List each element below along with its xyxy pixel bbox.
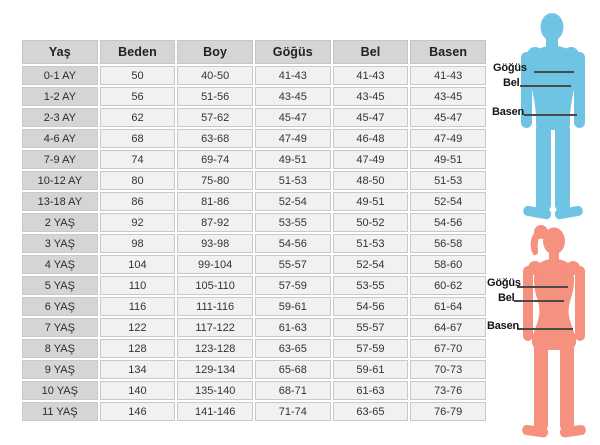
age-cell: 6 YAŞ — [22, 297, 98, 316]
value-cell: 59-61 — [333, 360, 409, 379]
table-row — [22, 150, 486, 169]
table-header — [22, 40, 486, 64]
value-cell: 59-61 — [255, 297, 331, 316]
value-cell: 86 — [100, 192, 176, 211]
value-cell: 48-50 — [333, 171, 409, 190]
table-row — [22, 402, 486, 421]
value-cell: 55-57 — [255, 255, 331, 274]
value-cell: 128 — [100, 339, 176, 358]
table-row — [22, 192, 486, 211]
age-cell: 2 YAŞ — [22, 213, 98, 232]
value-cell: 43-45 — [333, 87, 409, 106]
table-row — [22, 381, 486, 400]
value-cell: 57-59 — [255, 276, 331, 295]
table-row — [22, 297, 486, 316]
value-cell: 54-56 — [410, 213, 486, 232]
value-cell: 116 — [100, 297, 176, 316]
girl-chest-label: Göğüs — [487, 277, 521, 289]
girl-waist-label: Bel — [498, 292, 515, 304]
value-cell: 54-56 — [333, 297, 409, 316]
value-cell: 123-128 — [177, 339, 253, 358]
value-cell: 117-122 — [177, 318, 253, 337]
age-cell: 10 YAŞ — [22, 381, 98, 400]
value-cell: 53-55 — [255, 213, 331, 232]
value-cell: 76-79 — [410, 402, 486, 421]
girl-hip-measure-line — [517, 328, 573, 330]
value-cell: 87-92 — [177, 213, 253, 232]
value-cell: 46-48 — [333, 129, 409, 148]
age-cell: 7-9 AY — [22, 150, 98, 169]
value-cell: 58-60 — [410, 255, 486, 274]
value-cell: 64-67 — [410, 318, 486, 337]
value-cell: 75-80 — [177, 171, 253, 190]
age-cell: 3 YAŞ — [22, 234, 98, 253]
value-cell: 41-43 — [410, 66, 486, 85]
value-cell: 52-54 — [410, 192, 486, 211]
boy-hip-label: Basen — [492, 106, 525, 118]
column-header: Göğüs — [255, 40, 331, 64]
value-cell: 63-65 — [333, 402, 409, 421]
value-cell: 41-43 — [255, 66, 331, 85]
boy-hip-measure-line — [524, 114, 577, 116]
value-cell: 61-63 — [333, 381, 409, 400]
value-cell: 50-52 — [333, 213, 409, 232]
size-table — [20, 38, 488, 423]
value-cell: 56-58 — [410, 234, 486, 253]
age-cell: 2-3 AY — [22, 108, 98, 127]
table-row — [22, 171, 486, 190]
value-cell: 81-86 — [177, 192, 253, 211]
value-cell: 55-57 — [333, 318, 409, 337]
value-cell: 61-63 — [255, 318, 331, 337]
value-cell: 71-74 — [255, 402, 331, 421]
boy-waist-label: Bel — [503, 77, 520, 89]
age-cell: 4 YAŞ — [22, 255, 98, 274]
value-cell: 68 — [100, 129, 176, 148]
value-cell: 51-53 — [410, 171, 486, 190]
table-row — [22, 234, 486, 253]
value-cell: 45-47 — [333, 108, 409, 127]
table-row — [22, 87, 486, 106]
girl-silhouette — [507, 222, 600, 440]
table-body — [22, 66, 486, 421]
value-cell: 51-56 — [177, 87, 253, 106]
value-cell: 51-53 — [333, 234, 409, 253]
value-cell: 146 — [100, 402, 176, 421]
value-cell: 73-76 — [410, 381, 486, 400]
value-cell: 57-59 — [333, 339, 409, 358]
value-cell: 135-140 — [177, 381, 253, 400]
value-cell: 45-47 — [410, 108, 486, 127]
value-cell: 80 — [100, 171, 176, 190]
age-cell: 7 YAŞ — [22, 318, 98, 337]
value-cell: 74 — [100, 150, 176, 169]
table-row — [22, 318, 486, 337]
value-cell: 67-70 — [410, 339, 486, 358]
age-cell: 1-2 AY — [22, 87, 98, 106]
boy-chest-measure-line — [534, 71, 574, 73]
value-cell: 60-62 — [410, 276, 486, 295]
value-cell: 105-110 — [177, 276, 253, 295]
value-cell: 47-49 — [255, 129, 331, 148]
value-cell: 68-71 — [255, 381, 331, 400]
value-cell: 40-50 — [177, 66, 253, 85]
girl-figure — [507, 222, 600, 440]
value-cell: 54-56 — [255, 234, 331, 253]
girl-hip-label: Basen — [487, 320, 520, 332]
boy-chest-label: Göğüs — [493, 62, 527, 74]
value-cell: 65-68 — [255, 360, 331, 379]
value-cell: 47-49 — [410, 129, 486, 148]
value-cell: 57-62 — [177, 108, 253, 127]
table-row — [22, 66, 486, 85]
girl-chest-measure-line — [517, 286, 568, 288]
value-cell: 61-64 — [410, 297, 486, 316]
value-cell: 56 — [100, 87, 176, 106]
value-cell: 43-45 — [255, 87, 331, 106]
table-row — [22, 276, 486, 295]
column-header: Bel — [333, 40, 409, 64]
value-cell: 43-45 — [410, 87, 486, 106]
table-row — [22, 339, 486, 358]
value-cell: 51-53 — [255, 171, 331, 190]
value-cell: 70-73 — [410, 360, 486, 379]
table-row — [22, 360, 486, 379]
value-cell: 41-43 — [333, 66, 409, 85]
value-cell: 140 — [100, 381, 176, 400]
value-cell: 62 — [100, 108, 176, 127]
value-cell: 93-98 — [177, 234, 253, 253]
value-cell: 99-104 — [177, 255, 253, 274]
value-cell: 129-134 — [177, 360, 253, 379]
age-cell: 8 YAŞ — [22, 339, 98, 358]
value-cell: 122 — [100, 318, 176, 337]
value-cell: 63-65 — [255, 339, 331, 358]
value-cell: 92 — [100, 213, 176, 232]
age-cell: 4-6 AY — [22, 129, 98, 148]
value-cell: 110 — [100, 276, 176, 295]
age-cell: 5 YAŞ — [22, 276, 98, 295]
age-cell: 10-12 AY — [22, 171, 98, 190]
column-header: Yaş — [22, 40, 98, 64]
value-cell: 98 — [100, 234, 176, 253]
value-cell: 53-55 — [333, 276, 409, 295]
table-row — [22, 108, 486, 127]
header-row — [22, 40, 486, 64]
value-cell: 50 — [100, 66, 176, 85]
girl-waist-measure-line — [514, 300, 564, 302]
table-row — [22, 255, 486, 274]
value-cell: 52-54 — [333, 255, 409, 274]
age-cell: 0-1 AY — [22, 66, 98, 85]
age-cell: 13-18 AY — [22, 192, 98, 211]
age-cell: 9 YAŞ — [22, 360, 98, 379]
boy-figure — [507, 12, 600, 228]
value-cell: 111-116 — [177, 297, 253, 316]
table-row — [22, 129, 486, 148]
value-cell: 47-49 — [333, 150, 409, 169]
boy-silhouette — [507, 12, 600, 228]
value-cell: 49-51 — [255, 150, 331, 169]
value-cell: 52-54 — [255, 192, 331, 211]
table-row — [22, 213, 486, 232]
value-cell: 69-74 — [177, 150, 253, 169]
value-cell: 45-47 — [255, 108, 331, 127]
value-cell: 141-146 — [177, 402, 253, 421]
column-header: Beden — [100, 40, 176, 64]
value-cell: 49-51 — [333, 192, 409, 211]
boy-waist-measure-line — [520, 85, 571, 87]
column-header: Boy — [177, 40, 253, 64]
value-cell: 134 — [100, 360, 176, 379]
age-cell: 11 YAŞ — [22, 402, 98, 421]
value-cell: 104 — [100, 255, 176, 274]
column-header: Basen — [410, 40, 486, 64]
value-cell: 49-51 — [410, 150, 486, 169]
value-cell: 63-68 — [177, 129, 253, 148]
